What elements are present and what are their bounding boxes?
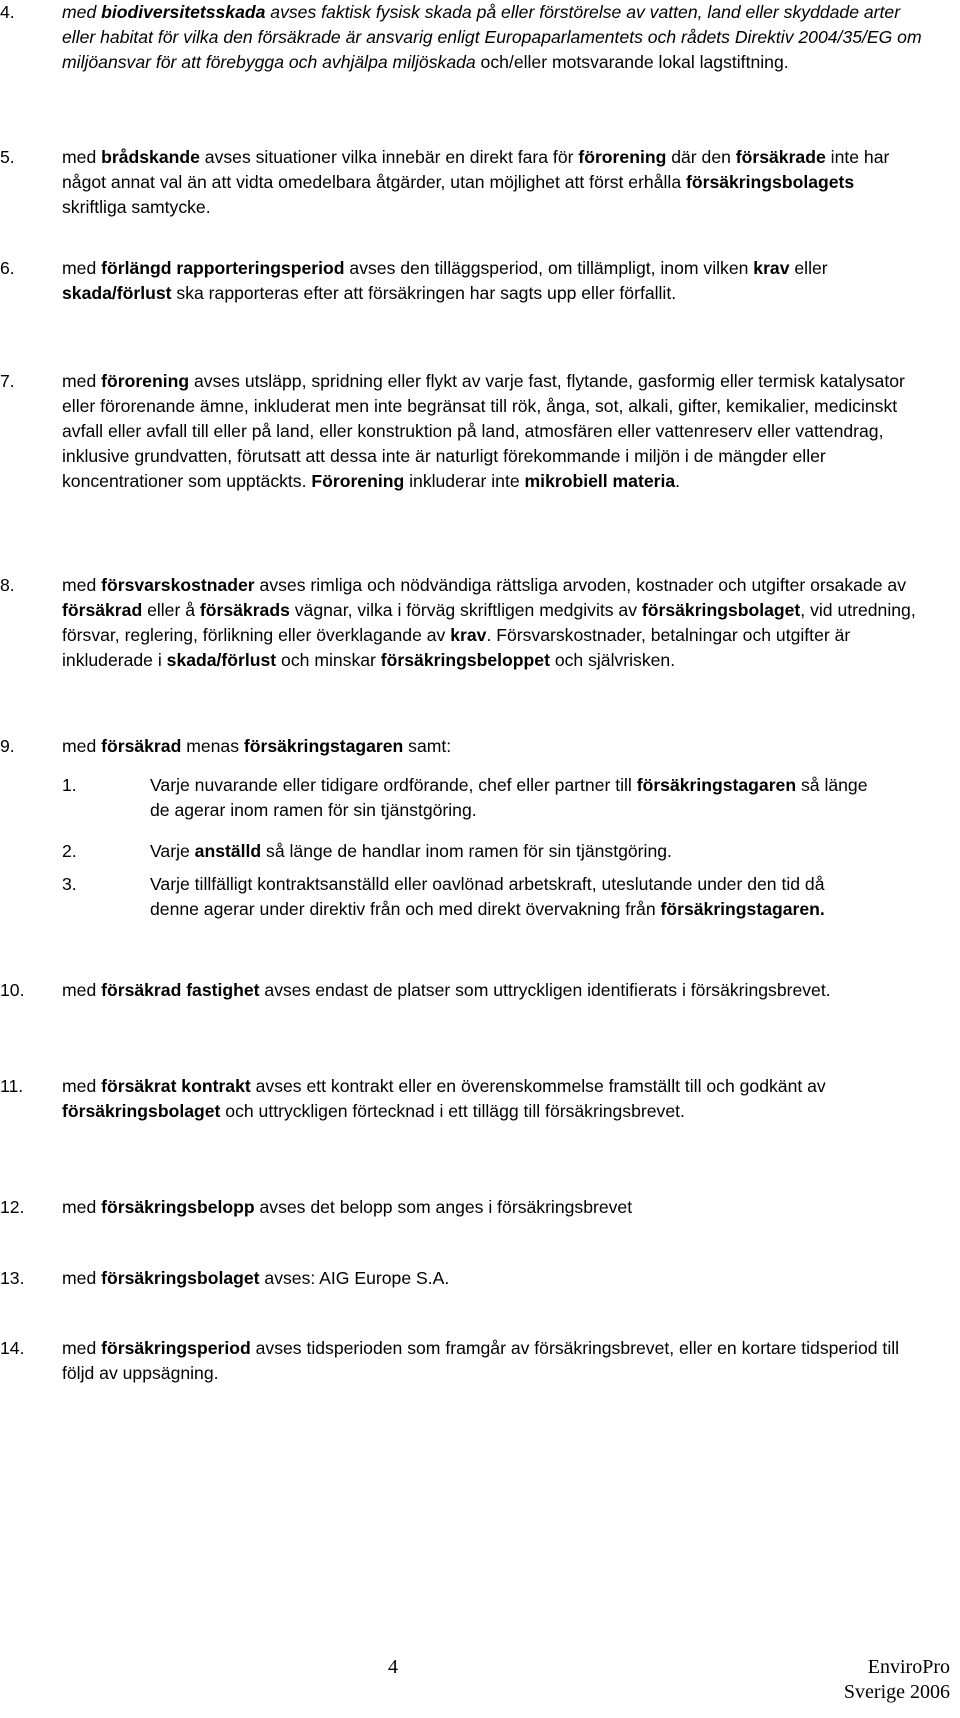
item-number: 10. — [0, 980, 25, 1000]
defined-term: försäkringsbolaget — [62, 1101, 221, 1121]
item-text — [62, 1336, 922, 1386]
text-run: . — [675, 471, 681, 491]
subitem-text — [150, 839, 870, 864]
defined-term: försäkrad — [62, 600, 143, 620]
text-run: ska rapporteras efter att försäkringen har sagts upp eller förfallit. — [171, 283, 677, 303]
text-run: där den — [666, 147, 736, 167]
item-text — [62, 573, 922, 673]
subitem-number: 2. — [62, 841, 77, 861]
text-run: Varje — [150, 841, 195, 861]
text-run: med — [62, 1268, 102, 1288]
item-text — [62, 0, 922, 75]
defined-term: försäkringstagaren — [636, 775, 797, 795]
definition-item-10 — [0, 978, 960, 1003]
text-run: med — [62, 1076, 102, 1096]
item-number: 12. — [0, 1197, 25, 1217]
footer-brand — [844, 1655, 950, 1705]
defined-term: Förorening — [311, 471, 405, 491]
text-run: och självrisken. — [549, 650, 676, 670]
brand-name: EnviroPro — [867, 1656, 950, 1678]
item-text — [62, 1195, 922, 1220]
defined-term: försäkringsbolaget — [101, 1268, 260, 1288]
text-run: inkluderar inte — [404, 471, 525, 491]
text-run: med — [62, 371, 102, 391]
defined-term: förlängd rapporteringsperiod — [101, 258, 345, 278]
definition-item-6 — [0, 256, 960, 306]
item-text — [62, 1266, 922, 1291]
defined-term: försvarskostnader — [101, 575, 255, 595]
definition-item-7 — [0, 369, 960, 494]
definition-item-11 — [0, 1074, 960, 1124]
item-number: 7. — [0, 371, 15, 391]
text-run: , vid utredning, försvar, reglering, förlikning eller överklagande av — [62, 600, 916, 645]
page-footer — [0, 1653, 960, 1713]
text-run: med — [62, 258, 102, 278]
item-number: 9. — [0, 736, 15, 756]
text-run: och uttryckligen förtecknad i ett tillägg till försäkringsbrevet. — [220, 1101, 685, 1121]
text-run: avses tidsperioden som framgår av försäkringsbrevet, eller en kortare tidsperiod till följd av uppsägning. — [62, 1338, 900, 1383]
text-run: avses endast de platser som uttryckligen identifierats i försäkringsbrevet. — [259, 980, 831, 1000]
text-run: med — [62, 2, 102, 22]
text-run: Varje tillfälligt kontraktsanställd eller oavlönad arbetskraft, uteslutande under den tid då denne agerar under direktiv från och med direkt övervakning från — [150, 874, 825, 919]
subitem-2 — [62, 839, 942, 864]
text-run: avses: AIG Europe S.A. — [259, 1268, 450, 1288]
defined-term: brådskande — [101, 147, 200, 167]
subitem-text — [150, 872, 870, 922]
item-text — [62, 369, 922, 494]
text-run: och minskar — [276, 650, 381, 670]
subitem-number: 3. — [62, 874, 77, 894]
text-run: avses situationer vilka innebär en direkt fara för — [199, 147, 579, 167]
text-run: avses ett kontrakt eller en överenskommelse framställt till och godkänt av — [250, 1076, 826, 1096]
subitem-3 — [62, 872, 942, 922]
defined-term: förorening — [101, 371, 190, 391]
text-run: samt: — [403, 736, 452, 756]
defined-term: skada/förlust — [62, 283, 172, 303]
text-run: eller — [789, 258, 828, 278]
text-run: med — [62, 980, 102, 1000]
text-run: skriftliga samtycke. — [62, 197, 211, 217]
defined-term: försäkringstagaren. — [660, 899, 825, 919]
definition-item-8 — [0, 573, 960, 673]
defined-term: krav — [450, 625, 487, 645]
brand-edition: Sverige 2006 — [843, 1681, 950, 1703]
defined-term: mikrobiell materia — [524, 471, 676, 491]
defined-term: försäkringstagaren — [243, 736, 404, 756]
item-number: 8. — [0, 575, 15, 595]
text-run: så länge de agerar inom ramen för sin tjänstgöring. — [150, 775, 868, 820]
definition-item-12 — [0, 1195, 960, 1220]
definition-item-4 — [0, 0, 960, 75]
defined-term: förorening — [578, 147, 667, 167]
text-run: med — [62, 1338, 102, 1358]
item-text — [62, 256, 922, 306]
defined-term: försäkringsperiod — [101, 1338, 251, 1358]
text-run: avses utsläpp, spridning eller flykt av varje fast, flytande, gasformig eller termisk katalysator eller förorenande ämne, inkluderat men inte begränsat till rök, ånga, sot, alkali, gifter, kemikalier, medicinskt avfall eller avfall till eller på land, eller konstruktion på land, atmosfären eller vattenreserv eller vattendrag, inklusive grundvatten, förutsatt att dessa inte är naturligt förekommande i miljön i de mängder eller koncentrationer som upptäckts. — [62, 371, 905, 491]
subitem-text — [150, 773, 870, 823]
text-run: avses det belopp som anges i försäkringsbrevet — [254, 1197, 633, 1217]
text-run: vägnar, vilka i förväg skriftligen medgivits av — [289, 600, 642, 620]
definition-item-13 — [0, 1266, 960, 1291]
text-run: med — [62, 575, 102, 595]
defined-term: försäkrad fastighet — [101, 980, 260, 1000]
defined-term: försäkrat kontrakt — [101, 1076, 251, 1096]
defined-term: krav — [753, 258, 790, 278]
item-text — [62, 145, 922, 220]
item-number: 4. — [0, 2, 15, 22]
item-number: 5. — [0, 147, 15, 167]
defined-term: anställd — [194, 841, 262, 861]
text-run: med — [62, 147, 102, 167]
defined-term: försäkringsbeloppet — [380, 650, 550, 670]
text-run: . Försvarskostnader, betalningar och utgifter är inkluderade i — [62, 625, 851, 670]
item-number: 11. — [0, 1076, 24, 1096]
defined-term: försäkringsbolaget — [641, 600, 801, 620]
subitem-number: 1. — [62, 775, 77, 795]
defined-term: försäkringsbolagets — [686, 172, 855, 192]
defined-term: försäkringsbelopp — [101, 1197, 255, 1217]
text-run: med — [62, 736, 102, 756]
item-number: 14. — [0, 1338, 25, 1358]
item-text — [62, 1074, 922, 1124]
text-run: med — [62, 1197, 102, 1217]
definition-item-5 — [0, 145, 960, 220]
page-number: 4 — [388, 1656, 398, 1678]
text-run: så länge de handlar inom ramen för sin tjänstgöring. — [261, 841, 672, 861]
item-number: 6. — [0, 258, 15, 278]
text-run: avses rimliga och nödvändiga rättsliga arvoden, kostnader och utgifter orsakade av — [254, 575, 906, 595]
text-run: inte har något annat val än att vidta omedelbara åtgärder, utan möjlighet att först erhålla — [62, 147, 890, 192]
text-run: avses den tilläggsperiod, om tillämpligt, inom vilken — [344, 258, 754, 278]
text-run: Varje nuvarande eller tidigare ordförande, chef eller partner till — [150, 775, 637, 795]
defined-term: försäkrad — [101, 736, 182, 756]
definition-item-14 — [0, 1336, 960, 1386]
subitem-1 — [62, 773, 942, 823]
definition-item-9 — [0, 734, 960, 759]
text-run: avses faktisk fysisk skada på eller förstörelse av vatten, land eller skyddade arter eller habitat för vilka den försäkrade är ansvarig enligt Europaparlamentets och rådets Direktiv 2004/35/EG om miljöansvar för att förebygga och avhjälpa miljöskada — [62, 2, 922, 72]
defined-term: försäkrade — [735, 147, 826, 167]
text-run: och/eller motsvarande lokal lagstiftning. — [475, 52, 789, 72]
defined-term: biodiversitetsskada — [101, 2, 266, 22]
item-number: 13. — [0, 1268, 25, 1288]
defined-term: försäkrads — [199, 600, 290, 620]
defined-term: skada/förlust — [166, 650, 277, 670]
item-text — [62, 734, 922, 759]
item-text — [62, 978, 922, 1003]
text-run: eller å — [142, 600, 200, 620]
text-run: menas — [181, 736, 244, 756]
